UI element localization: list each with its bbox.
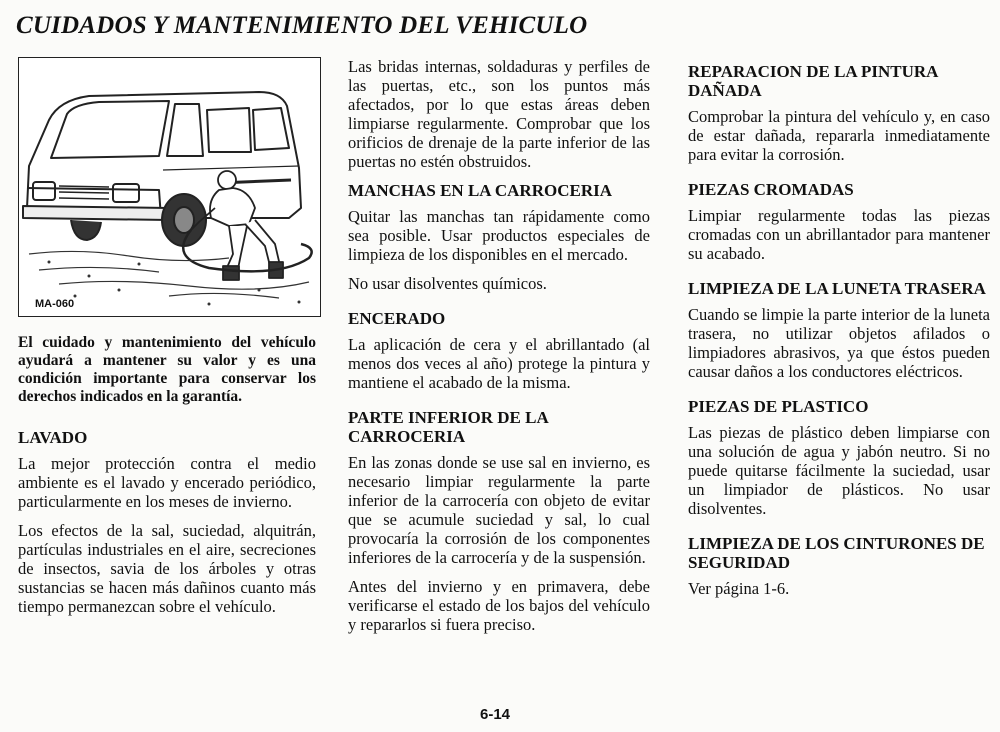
heading-cinturones: LIMPIEZA DE LOS CINTURONES DE SEGURIDAD (688, 534, 985, 572)
heading-cromadas: PIEZAS CROMADAS (688, 180, 854, 199)
heading-lavado: LAVADO (18, 428, 88, 447)
heading-encerado: ENCERADO (348, 309, 446, 328)
reparacion-paragraph: Comprobar la pintura del vehículo y, en caso de estar dañada, repararla inmediatamente para evitar la corrosión. (688, 107, 990, 164)
manchas-paragraph-2: No usar disolventes químicos. (348, 274, 547, 293)
heading-parte-inferior: PARTE INFERIOR DE LA CARROCERIA (348, 408, 548, 446)
column-right (688, 62, 990, 608)
luneta-paragraph: Cuando se limpie la parte interior de la luneta trasera, no utilizar objetos afilados o limpiadores abrasivos, ya que éstos pueden causar daños a los conductores eléctricos. (688, 305, 990, 381)
lavado-paragraph-1: La mejor protección contra el medio ambiente es el lavado y encerado periódico, particularmente en los meses de invierno. (18, 454, 316, 511)
van-washing-illustration (18, 57, 321, 317)
parte-inferior-paragraph-1: En las zonas donde se use sal en invierno, es necesario limpiar regularmente la parte inferior de la carrocería con objeto de evitar que se acumule suciedad y sal, lo cual provocaría la corrosión de los componentes inferiores de la carrocería y de la suspensión. (348, 453, 650, 567)
encerado-paragraph: La aplicación de cera y el abrillantado (al menos dos veces al año) protege la pintura y mantiene el acabado de la misma. (348, 335, 650, 392)
heading-plastico: PIEZAS DE PLASTICO (688, 397, 869, 416)
parte-inferior-paragraph-2: Antes del invierno y en primavera, debe verificarse el estado de los bajos del vehículo y repararlos si fuera preciso. (348, 577, 650, 634)
manchas-paragraph-1: Quitar las manchas tan rápidamente como sea posible. Usar productos especiales de limpieza de los disponibles en el mercado. (348, 207, 650, 264)
van-washing-drawing (19, 58, 320, 316)
heading-reparacion: REPARACION DE LA PINTURA DAÑADA (688, 62, 938, 100)
heading-luneta: LIMPIEZA DE LA LUNETA TRASERA (688, 279, 986, 298)
figure-label: MA-060 (35, 298, 75, 310)
cinturones-paragraph: Ver página 1-6. (688, 579, 790, 598)
column-middle (348, 57, 650, 644)
bridas-paragraph: Las bridas internas, soldaduras y perfiles de las puertas, etc., son los puntos más afectados, por lo que estas áreas deben limpiarse regularmente. Comprobar que los orificios de drenaje de la parte inferior de las puertas no estén obstruidos. (348, 57, 650, 171)
lavado-paragraph-2: Los efectos de la sal, suciedad, alquitrán, partículas industriales en el aire, secreciones de insectos, savia de los árboles y otras sustancias se hacen más dañinos cuanto más tiempo permanezcan sobre el vehículo. (18, 521, 316, 616)
page-title: CUIDADOS Y MANTENIMIENTO DEL VEHICULO (16, 12, 588, 39)
cromadas-paragraph: Limpiar regularmente todas las piezas cromadas con un abrillantador para mantener su acabado. (688, 206, 990, 263)
page-number: 6-14 (480, 706, 511, 723)
intro-paragraph: El cuidado y mantenimiento del vehículo ayudará a mantener su valor y es una condición importante para conservar los derechos indicados en la garantía. (18, 334, 316, 405)
heading-manchas: MANCHAS EN LA CARROCERIA (348, 181, 612, 200)
column-left (18, 334, 316, 626)
plastico-paragraph: Las piezas de plástico deben limpiarse con una solución de agua y jabón neutro. Si no puede quitarse fácilmente la suciedad, usar un limpiador de plásticos. No usar disolventes. (688, 423, 990, 518)
